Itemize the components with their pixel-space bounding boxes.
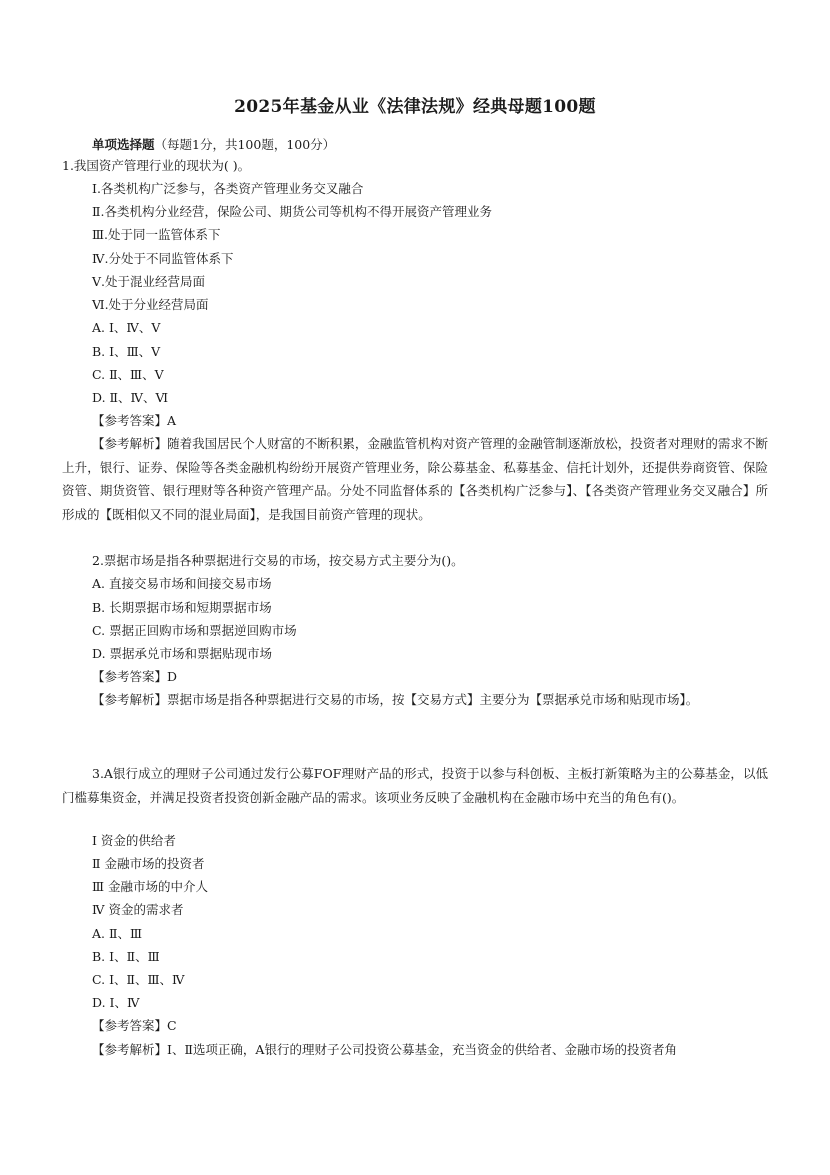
q1-option-d: D. Ⅱ、Ⅳ、Ⅵ [92,390,169,405]
q1-answer: 【参考答案】A [92,413,177,428]
q3-option-c: C. Ⅰ、Ⅱ、Ⅲ、Ⅳ [92,972,185,987]
q3-stem: 3.A银行成立的理财子公司通过发行公募FOF理财产品的形式，投资于以参与科创板、主板打新策略为主的公募基金，以低门槛募集资金，并满足投资者投资创新金融产品的需求。该项业务反映了金融机构在金融市场中充当的角色有()。 [62,766,768,805]
q2-answer: 【参考答案】D [92,669,178,684]
section-note: （每题1分，共100题，100分） [154,137,336,152]
q2-option-a: A. 直接交易市场和间接交易市场 [92,576,272,591]
q3-answer: 【参考答案】C [92,1018,177,1033]
q3-option-b: B. Ⅰ、Ⅱ、Ⅲ [92,949,160,964]
q1-statement: Ⅴ.处于混业经营局面 [92,274,206,289]
q1-option-b: B. Ⅰ、Ⅲ、Ⅴ [92,344,161,359]
q3-statement: Ⅱ 金融市场的投资者 [92,856,205,871]
section-heading [92,135,335,153]
page-title: 2025年基金从业《法律法规》经典母题100题 [234,97,596,117]
q1-analysis: 【参考解析】随着我国居民个人财富的不断积累，金融监管机构对资产管理的金融管制逐渐放松，投资者对理财的需求不断上升，银行、证券、保险等各类金融机构纷纷开展资产管理业务，除公募基金、私募基金、信托计划外，还提供券商资管、保险资管、期货资管、银行理财等各种资产管理产品。分处不同监督体系的【各类机构广泛参与】、【各类资产管理业务交叉融合】所形成的【既相似又不同的混业局面】，是我国目前资产管理的现状。 [62,436,768,522]
q1-stem: 1.我国资产管理行业的现状为( )。 [62,158,251,173]
q3-analysis: 【参考解析】Ⅰ、Ⅱ选项正确，A银行的理财子公司投资公募基金，充当资金的供给者、金融市场的投资者角 [92,1042,677,1057]
q1-statement: Ⅳ.分处于不同监管体系下 [92,251,234,266]
q2-stem: 2.票据市场是指各种票据进行交易的市场，按交易方式主要分为()。 [92,553,464,568]
q2-option-d: D. 票据承兑市场和票据贴现市场 [92,646,273,661]
q3-statement: Ⅰ 资金的供给者 [92,833,176,848]
q3-option-a: A. Ⅱ、Ⅲ [92,926,143,941]
q3-statement: Ⅳ 资金的需求者 [92,902,184,917]
q3-option-d: D. Ⅰ、Ⅳ [92,995,140,1010]
q1-statement: Ⅲ.处于同一监管体系下 [92,227,221,242]
q2-option-b: B. 长期票据市场和短期票据市场 [92,600,272,615]
q1-statement: Ⅰ.各类机构广泛参与，各类资产管理业务交叉融合 [92,181,364,196]
q1-option-c: C. Ⅱ、Ⅲ、Ⅴ [92,367,164,382]
q1-statement: Ⅱ.各类机构分业经营，保险公司、期货公司等机构不得开展资产管理业务 [92,204,492,219]
q2-option-c: C. 票据正回购市场和票据逆回购市场 [92,623,297,638]
q2-analysis: 【参考解析】票据市场是指各种票据进行交易的市场，按【交易方式】主要分为【票据承兑市场和贴现市场】。 [92,692,699,707]
q3-statement: Ⅲ 金融市场的中介人 [92,879,209,894]
q1-statement: Ⅵ.处于分业经营局面 [92,297,209,312]
q1-option-a: A. Ⅰ、Ⅳ、Ⅴ [92,320,161,335]
section-name: 单项选择题 [92,137,155,152]
